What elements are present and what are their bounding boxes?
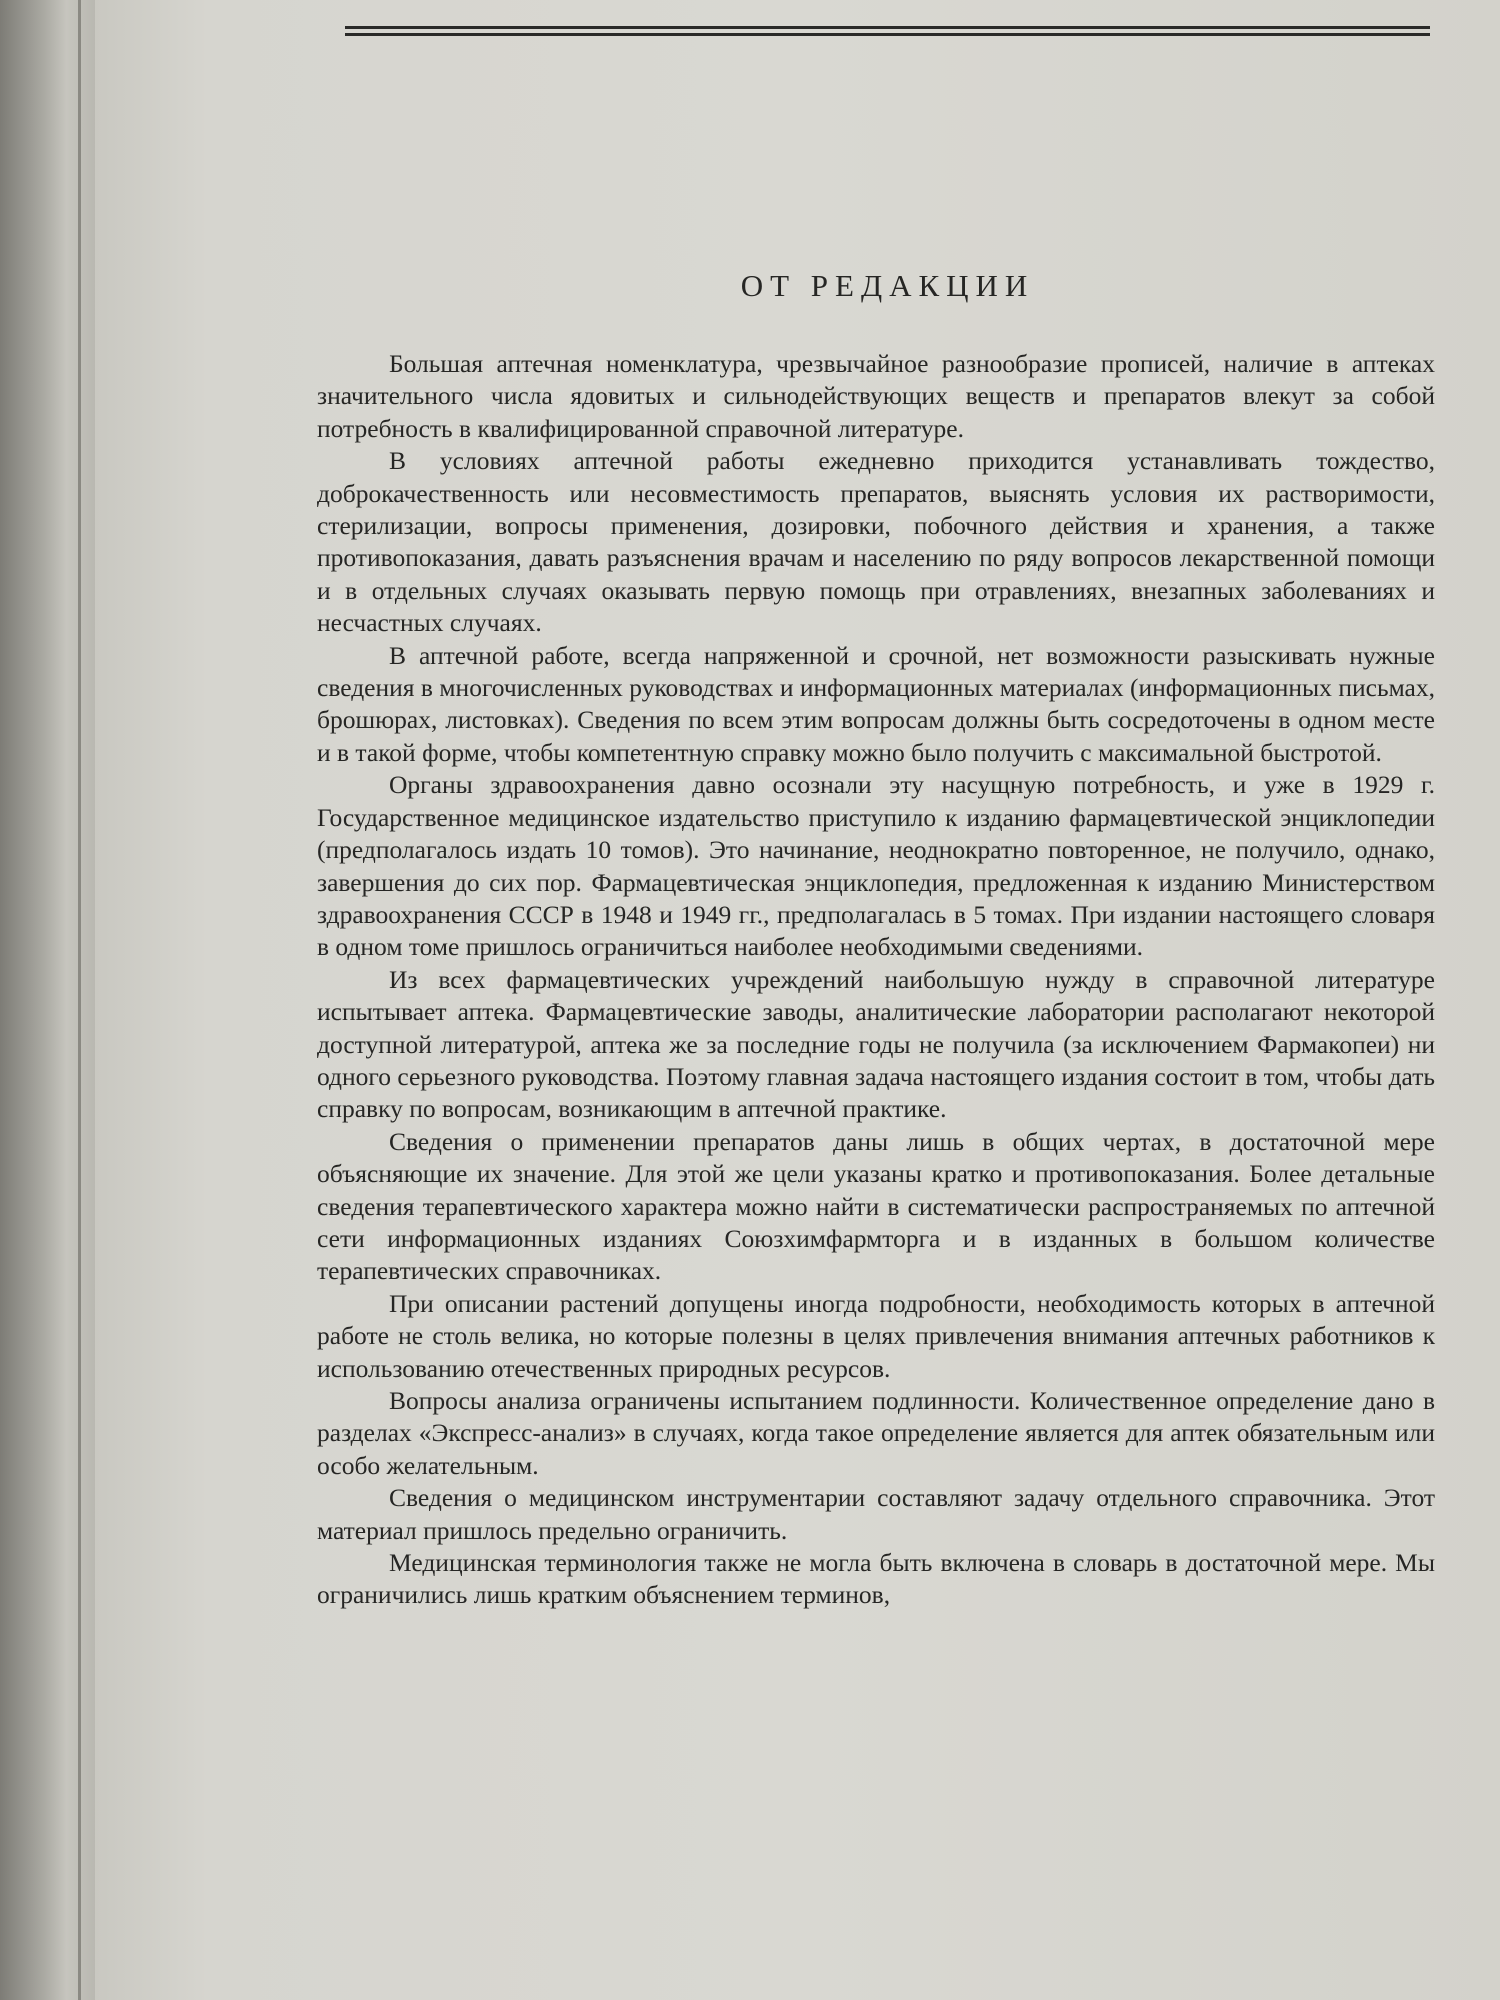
paragraph: Сведения о медицинском инструментарии составляют задачу отдельного справочника. Этот материал пришлось предельно ограничить.	[317, 1483, 1435, 1545]
header-rule-bottom	[345, 33, 1430, 36]
book-binding-edge	[0, 0, 95, 2000]
paragraph: При описании растений допущены иногда подробности, необходимость которых в аптечной работе не столь велика, но которые полезны в целях привлечения внимания аптечных работников к использованию отечественных природных ресурсов.	[317, 1288, 1435, 1383]
paragraph: В аптечной работе, всегда напряженной и срочной, нет возможности разыскивать нужные сведения в многочисленных руководствах и информационных материалах (информационных письмах, брошюрах, листовках). Сведения по всем этим вопросам должны быть сосредоточены в одном месте и в такой форме, чтобы компетентную справку можно было получить с максимальной быстротой.	[317, 640, 1435, 767]
paragraph: Медицинская терминология также не могла быть включена в словарь в достаточной мере. Мы ограничились лишь кратким объяснением терминов,	[317, 1548, 1435, 1610]
paragraph: Сведения о применении препаратов даны лишь в общих чертах, в достаточной мере объясняющие их значение. Для этой же цели указаны кратко и противопоказания. Более детальные сведения терапевтического характера можно найти в систематически распространяемых по аптечной сети информационных изданиях Союзхимфармторга и в изданных в большом количестве терапевтических справочниках.	[317, 1126, 1435, 1286]
paragraph: Вопросы анализа ограничены испытанием подлинности. Количественное определение дано в разделах «Экспресс-анализ» в случаях, когда такое определение является для аптек обязательным или особо желательным.	[317, 1386, 1435, 1480]
body-text	[317, 348, 1435, 1612]
binding-fold-line	[78, 0, 81, 2000]
paragraph: Органы здравоохранения давно осознали эту насущную потребность, и уже в 1929 г. Государственное медицинское издательство приступило к изданию фармацевтической энциклопедии (предполагалось издать 10 томов). Это начинание, неоднократно повторенное, не получило, однако, завершения до сих пор. Фармацевтическая энциклопедия, предложенная к изданию Министерством здравоохранения СССР в 1948 и 1949 гг., предполагалась в 5 томах. При издании настоящего словаря в одном томе пришлось ограничиться наиболее необходимыми сведениями.	[317, 770, 1435, 962]
paragraph: В условиях аптечной работы ежедневно приходится устанавливать тождество, доброкачественность или несовместимость препаратов, выяснять условия их растворимости, стерилизации, вопросы применения, дозировки, побочного действия и хранения, а также противопоказания, давать разъяснения врачам и населению по ряду вопросов лекарственной помощи и в отдельных случаях оказывать первую помощь при отравлениях, внезапных заболеваниях и несчастных случаях.	[317, 446, 1435, 638]
book-page	[95, 0, 1500, 2000]
paragraph: Большая аптечная номенклатура, чрезвычайное разнообразие прописей, наличие в аптеках значительного числа ядовитых и сильнодействующих веществ и препаратов влекут за собой потребность в квалифицированной справочной литературе.	[317, 349, 1435, 443]
paragraph: Из всех фармацевтических учреждений наибольшую нужду в справочной литературе испытывает аптека. Фармацевтические заводы, аналитические лаборатории располагают некоторой доступной литературой, аптека же за последние годы не получила (за исключением Фармакопеи) ни одного серьезного руководства. Поэтому главная задача настоящего издания состоит в том, чтобы дать справку по вопросам, возникающим в аптечной практике.	[317, 964, 1435, 1124]
header-rule-top	[345, 26, 1430, 29]
page-heading: ОТ РЕДАКЦИИ	[740, 268, 1035, 303]
